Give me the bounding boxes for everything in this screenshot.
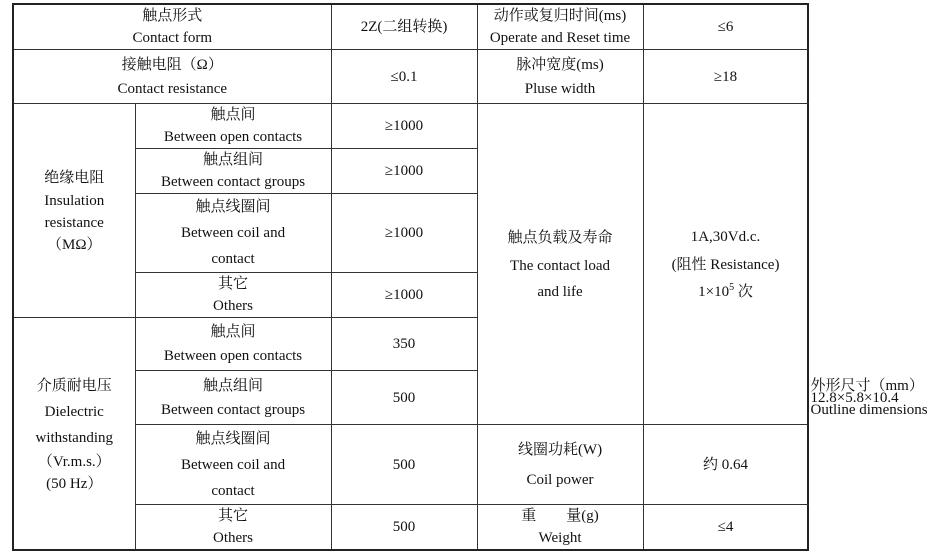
dielectric-others-cell [135,505,331,551]
dielectric-contact-groups-value: 500 [331,371,477,425]
insulation-open-contacts-value: ≥1000 [331,104,477,149]
contact-resistance-value: ≤0.1 [331,50,477,104]
dielectric-open-contacts-cell [135,318,331,371]
dielectric-coil-contact-en1: Between coil and [180,456,286,473]
insulation-label-cell [13,104,135,318]
insulation-open-contacts-cell [135,104,331,149]
contact-form-value: 2Z(二组转换) [331,4,477,50]
insulation-coil-contact-value: ≥1000 [331,194,477,273]
weight-label-cell [477,505,643,551]
contact-load-rating: 1A,30Vd.c. [690,229,761,245]
insulation-open-contacts-zh: 触点间 [210,107,256,123]
operate-time-label-en: Operate and Reset time [489,30,631,46]
insulation-open-contacts-en: Between open contacts [163,129,303,145]
insulation-others-zh: 其它 [218,276,249,292]
dielectric-coil-contact-en2: contact [211,482,255,499]
dielectric-contact-groups-en: Between contact groups [160,401,306,418]
contact-resistance-label-en: Contact resistance [117,80,228,97]
operate-time-label-cell [477,4,643,50]
insulation-coil-contact-en2: contact [211,251,255,267]
dielectric-coil-contact-value: 500 [331,425,477,505]
operate-time-label-zh: 动作或复归时间(ms) [493,8,627,24]
contact-load-life [646,279,806,305]
contact-load-label-zh: 触点负载及寿命 [507,230,613,246]
contact-load-value-cell [643,104,808,425]
insulation-contact-groups-en: Between contact groups [160,174,306,190]
contact-load-label-en1: The contact load [510,258,610,274]
table-row [13,50,808,104]
insulation-others-value: ≥1000 [331,273,477,318]
insulation-label-en2: resistance [44,214,104,231]
contact-load-label-en2: and life [537,284,583,300]
relay-spec-table [12,3,928,551]
insulation-contact-groups-zh: 触点组间 [203,152,264,168]
pulse-width-label-en: Pluse width [524,80,596,97]
contact-load-type: (阻性 Resistance) [671,257,780,273]
contact-load-life-unit: 次 [734,284,753,300]
contact-form-label-zh: 触点形式 [142,8,203,24]
coil-power-value: 约 0.64 [643,425,808,505]
dielectric-others-en: Others [213,530,253,546]
table-row [13,104,808,149]
contact-resistance-label-cell [13,50,331,104]
insulation-coil-contact-en1: Between coil and [180,225,286,241]
dielectric-label-zh: 介质耐电压 [36,377,112,394]
insulation-coil-contact-cell [135,194,331,273]
dielectric-contact-groups-cell [135,371,331,425]
coil-power-label-cell [477,425,643,505]
dielectric-label-cell [13,318,135,551]
weight-value: ≤4 [643,505,808,551]
dielectric-coil-contact-cell [135,425,331,505]
contact-form-label-en: Contact form [132,30,213,46]
contact-resistance-label-zh: 接触电阻（Ω） [121,56,223,73]
table-row [13,4,808,50]
dielectric-label-en1: Dielectric [44,403,104,420]
pulse-width-value: ≥18 [643,50,808,104]
table-row: 触点组间 Between contact groups 500 外形尺寸（mm） Outline dimensions 12.8×5.8×10.4 [13,371,808,425]
weight-label-en: Weight [538,530,582,546]
insulation-label-en1: Insulation [44,192,105,209]
insulation-contact-groups-value: ≥1000 [331,149,477,194]
dielectric-label-en2: withstanding [35,429,113,446]
pulse-width-label-zh: 脉冲宽度(ms) [516,56,604,73]
dielectric-contact-groups-zh: 触点组间 [203,377,264,394]
contact-load-life-base: 1×10 [698,284,730,300]
dielectric-open-contacts-en: Between open contacts [163,348,303,364]
pulse-width-label-cell [477,50,643,104]
contact-form-label-cell [13,4,331,50]
dielectric-freq: (50 Hz） [46,475,103,492]
coil-power-label-en: Coil power [526,471,594,488]
dielectric-open-contacts-zh: 触点间 [210,324,256,340]
operate-time-value: ≤6 [643,4,808,50]
contact-load-label-cell [477,104,643,425]
contact-load-life-exp: 5 [729,282,735,293]
insulation-others-en: Others [213,298,253,314]
insulation-contact-groups-cell [135,149,331,194]
dielectric-unit: （Vr.m.s.） [37,453,111,470]
insulation-coil-contact-zh: 触点线圈间 [195,199,271,215]
coil-power-label-zh: 线圈功耗(W) [517,441,603,458]
weight-label-zh: 重 量(g) [521,508,599,524]
insulation-unit: （MΩ） [47,236,102,253]
insulation-others-cell [135,273,331,318]
dielectric-open-contacts-value: 350 [331,318,477,371]
dielectric-others-zh: 其它 [218,508,249,524]
dielectric-others-value: 500 [331,505,477,551]
dielectric-coil-contact-zh: 触点线圈间 [195,430,271,447]
insulation-label-zh: 绝缘电阻 [44,169,105,186]
